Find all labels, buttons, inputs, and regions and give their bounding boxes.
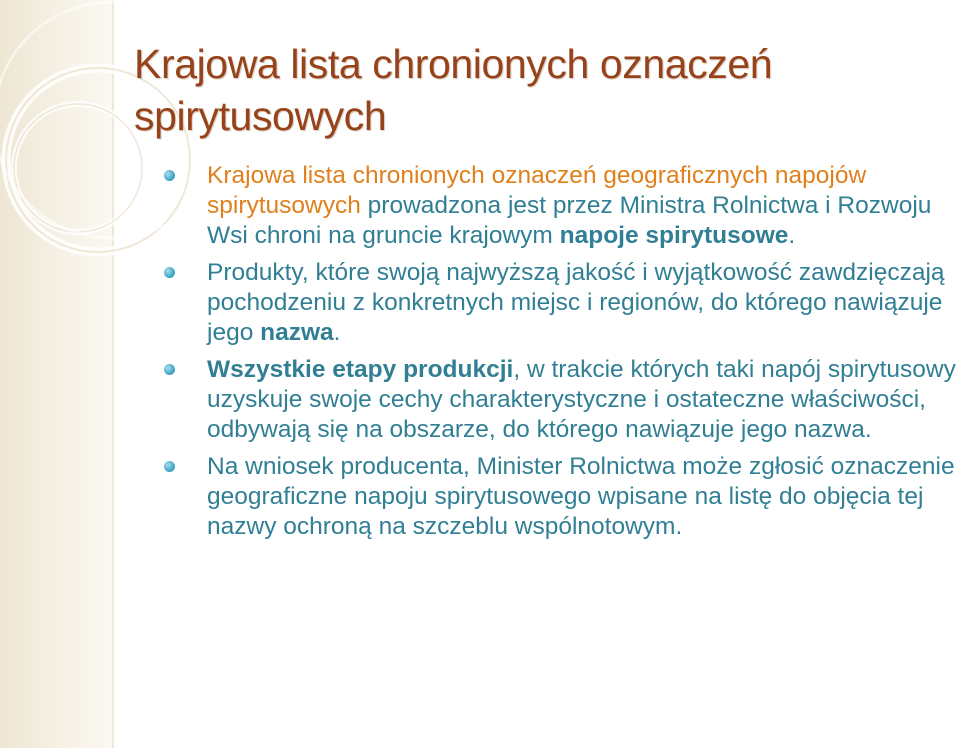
- list-item-text: Na wniosek producenta, Minister Rolnictwa może zgłosić oznaczenie geograficzne napoju spirytusowego wpisane na listę do objęcia tej nazwy ochroną na szczeblu wspólnotowym.: [207, 453, 955, 540]
- list-item-text: , w trakcie których taki napój spirytusowy uzyskuje swoje cechy charakterystyczne i ostateczne właściwości, odbywają się na obszarze, do którego nawiązuje jego nazwa.: [207, 356, 956, 443]
- bullet-icon: [164, 461, 175, 472]
- list-item: [164, 355, 960, 445]
- list-item-end: .: [333, 319, 341, 346]
- list-item: [164, 258, 960, 348]
- page-title: Krajowa lista chronionych oznaczeń spirytusowych: [134, 41, 773, 139]
- bullet-list: [164, 161, 960, 549]
- list-item-bold: Wszystkie etapy produkcji: [207, 356, 514, 383]
- list-item: [164, 452, 960, 542]
- list-item-bold: napoje spirytusowe: [559, 222, 789, 249]
- list-item-end: .: [788, 222, 796, 249]
- bullet-icon: [164, 364, 175, 375]
- list-item: [164, 161, 960, 251]
- list-item-text: Produkty, które swoją najwyższą jakość i wyjątkowość zawdzięczają pochodzeniu z konkretnych miejsc i regionów, do którego nawiązuje jego: [207, 259, 945, 346]
- list-item-text: prowadzona jest przez Ministra Rolnictwa i Rozwoju Wsi chroni na gruncie krajowym: [207, 192, 932, 249]
- bullet-icon: [164, 170, 175, 181]
- list-item-bold: nazwa: [260, 319, 334, 346]
- list-item-highlight: Krajowa lista chronionych oznaczeń geograficznych napojów spirytusowych: [207, 162, 867, 219]
- bullet-icon: [164, 267, 175, 278]
